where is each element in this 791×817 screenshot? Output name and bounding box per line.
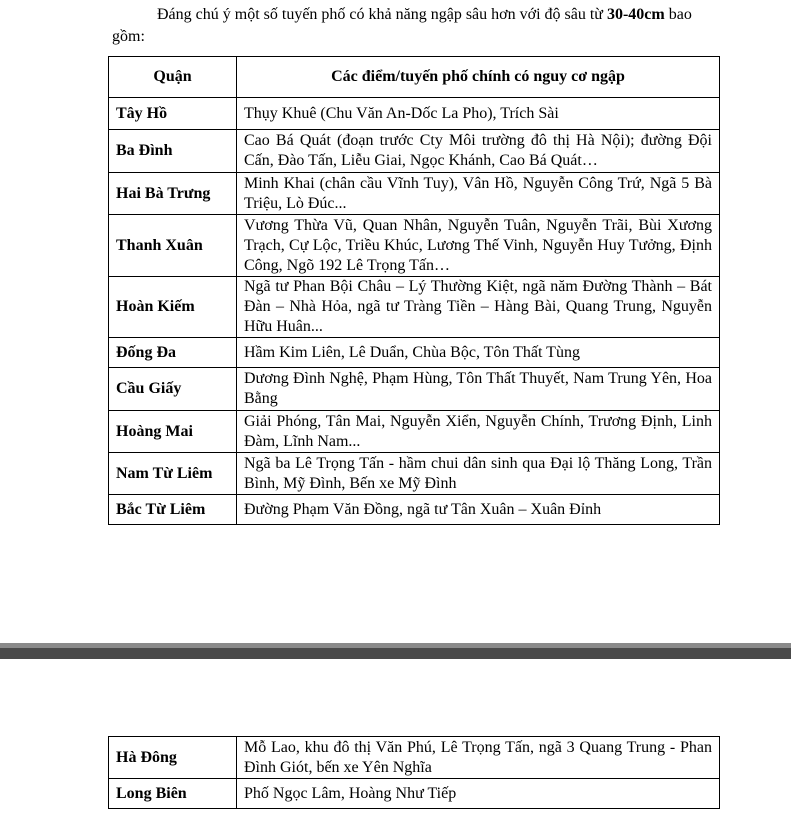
district-cell: Đống Đa <box>109 338 237 368</box>
table-row <box>109 338 720 368</box>
table-row <box>109 779 720 809</box>
header-points: Các điểm/tuyến phố chính có nguy cơ ngập <box>237 57 720 98</box>
points-cell: Ngã ba Lê Trọng Tấn - hầm chui dân sinh qua Đại lộ Thăng Long, Trần Bình, Mỹ Đình, Bến xe Mỹ Đình <box>237 453 720 495</box>
flood-points-table-continued <box>108 736 720 809</box>
points-cell: Phố Ngọc Lâm, Hoàng Như Tiếp <box>237 779 720 809</box>
points-cell: Dương Đình Nghệ, Phạm Hùng, Tôn Thất Thuyết, Nam Trung Yên, Hoa Bằng <box>237 368 720 411</box>
table-row <box>109 130 720 173</box>
table-row <box>109 737 720 779</box>
intro-paragraph <box>112 4 718 48</box>
district-cell: Cầu Giấy <box>109 368 237 411</box>
district-cell: Hai Bà Trưng <box>109 173 237 215</box>
points-cell: Minh Khai (chân cầu Vĩnh Tuy), Vân Hồ, Nguyễn Công Trứ, Ngã 5 Bà Triệu, Lò Đúc... <box>237 173 720 215</box>
points-cell: Mỗ Lao, khu đô thị Văn Phú, Lê Trọng Tấn, ngã 3 Quang Trung - Phan Đình Giót, bến xe Yên Nghĩa <box>237 737 720 779</box>
points-cell: Hầm Kim Liên, Lê Duẩn, Chùa Bộc, Tôn Thất Tùng <box>237 338 720 368</box>
intro-text: Đáng chú ý một số tuyến phố có khả năng ngập sâu hơn với độ sâu từ <box>157 6 607 23</box>
district-cell: Hoàn Kiếm <box>109 277 237 338</box>
table-row <box>109 495 720 525</box>
points-cell: Đường Phạm Văn Đồng, ngã tư Tân Xuân – Xuân Đỉnh <box>237 495 720 525</box>
points-cell: Vương Thừa Vũ, Quan Nhân, Nguyễn Tuân, Nguyễn Trãi, Bùi Xương Trạch, Cự Lộc, Triều Khúc, Lương Thế Vinh, Nguyễn Huy Tưởng, Định Công, Ngõ 192 Lê Trọng Tấn… <box>237 215 720 277</box>
district-cell: Tây Hồ <box>109 98 237 130</box>
district-cell: Hà Đông <box>109 737 237 779</box>
header-district: Quận <box>109 57 237 98</box>
page-break-divider <box>0 643 791 659</box>
points-cell: Cao Bá Quát (đoạn trước Cty Môi trường đô thị Hà Nội); đường Đội Cấn, Đào Tấn, Liễu Giai, Ngọc Khánh, Cao Bá Quát… <box>237 130 720 173</box>
flood-depth: 30-40cm <box>606 6 665 23</box>
district-cell: Hoàng Mai <box>109 411 237 453</box>
table-row <box>109 98 720 130</box>
table-row <box>109 411 720 453</box>
points-cell: Ngã tư Phan Bội Châu – Lý Thường Kiệt, ngã năm Đường Thành – Bát Đàn – Nhà Hỏa, ngã tư Tràng Tiền – Hàng Bài, Quang Trung, Nguyễn Hữu Huân... <box>237 277 720 338</box>
table-header-row <box>109 57 720 98</box>
intro-text-end: bao gồm: <box>112 6 692 45</box>
district-cell: Ba Đình <box>109 130 237 173</box>
district-cell: Nam Từ Liêm <box>109 453 237 495</box>
table-row <box>109 215 720 277</box>
district-cell: Thanh Xuân <box>109 215 237 277</box>
table-row <box>109 453 720 495</box>
district-cell: Long Biên <box>109 779 237 809</box>
table-row <box>109 173 720 215</box>
points-cell: Giải Phóng, Tân Mai, Nguyễn Xiển, Nguyễn Chính, Trương Định, Linh Đàm, Lĩnh Nam... <box>237 411 720 453</box>
flood-points-table <box>108 56 720 525</box>
table-row <box>109 368 720 411</box>
points-cell: Thụy Khuê (Chu Văn An-Dốc La Pho), Trích Sài <box>237 98 720 130</box>
district-cell: Bắc Từ Liêm <box>109 495 237 525</box>
table-row <box>109 277 720 338</box>
